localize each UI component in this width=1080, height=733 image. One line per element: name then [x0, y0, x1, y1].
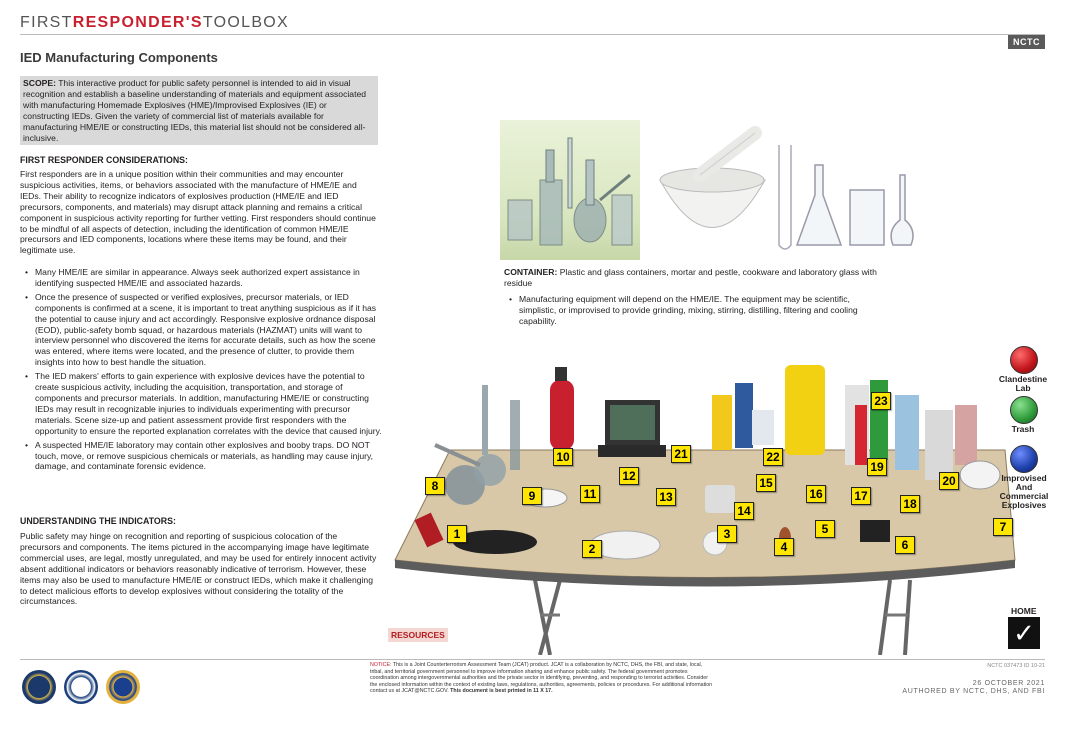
notice-text: This is a Joint Counterterrorism Assessment Team (JCAT) product. JCAT is a collaboration by NCTC, DHS, the FBI, and state, local, tribal, and territorial government personnel to improve information sharing and enhance public safety. The federal government promotes coordination among intergovernmental authorities and the private sector in identifying, preventing, and responding to terrorist activities. Consider the enclosed information within the context of existing laws, regulations, authorities, agreements, policies or procedures. For additional information contact us at JCAT@NCTC.GOV.: [370, 662, 713, 695]
marker-4[interactable]: 4: [774, 538, 794, 556]
considerations-heading: FIRST RESPONDER CONSIDERATIONS:: [20, 155, 188, 165]
notice-print-note: This document is best printed in 11 X 17.: [450, 688, 553, 695]
dhs-seal-icon: [64, 670, 98, 704]
home-label[interactable]: HOME: [1011, 606, 1037, 616]
nctc-badge-text: NCTC: [1013, 37, 1040, 47]
marker-13[interactable]: 13: [656, 488, 676, 506]
marker-3[interactable]: 3: [717, 525, 737, 543]
header-divider: [20, 34, 1045, 35]
marker-6[interactable]: 6: [895, 536, 915, 554]
marker-2[interactable]: 2: [582, 540, 602, 558]
marker-17[interactable]: 17: [851, 487, 871, 505]
page-title: IED Manufacturing Components: [20, 50, 218, 65]
marker-21[interactable]: 21: [671, 445, 691, 463]
marker-16[interactable]: 16: [806, 485, 826, 503]
marker-23[interactable]: 23: [871, 392, 891, 410]
marker-12[interactable]: 12: [619, 467, 639, 485]
considerations-intro: First responders are in a unique position within their communities and may encounter suspicious activities, items, or behaviors associated with the manufacture of HME/IE and IEDs. Their ability to recognize indicators of explosives production (HME/IE and IED precursors, components, and materials) may disrupt attack planning and remains a critical component in suspicious activity reporting for further vetting. First responders should continue to be mindful of all aspects of detection, including the identification of common HME/IE precursors and IED components, locations where these items may be found, and their legitimate use.: [20, 169, 376, 256]
consideration-bullet-2: • Once the presence of suspected or verified explosives, precursor materials, or IED components is confirmed at a scene, it is important to treat anything suspicious as if it has the potential to cause injury and act accordingly. Responsive explosive ordnance disposal (EOD), public-safety bomb squad, or hazardous materials (HAZMAT) units will want to interview personnel who discovered the items for accurate details, such as how the scene was entered, where items were located, and the presence of clutter, to provide them insights into how to best handle the situation.: [20, 292, 382, 368]
lab-containers-illustration: [500, 120, 640, 260]
document-code: NCTC 037473 ID 10-21: [987, 663, 1045, 669]
container-description: [504, 267, 884, 289]
laptop: [598, 400, 666, 457]
marker-15[interactable]: 15: [756, 474, 776, 492]
container-text: Plastic and glass containers, mortar and pestle, cookware and laboratory glass with residue: [504, 267, 877, 288]
logo-first: FIRST: [20, 14, 73, 31]
improvised-explosives-button-icon[interactable]: [1010, 445, 1038, 473]
clandestine-lab-label[interactable]: Clandestine Lab: [998, 374, 1048, 393]
marker-5[interactable]: 5: [815, 520, 835, 538]
indicators-heading: UNDERSTANDING THE INDICATORS:: [20, 516, 176, 526]
footer-notice: [370, 662, 715, 695]
fire-extinguisher: [550, 367, 574, 450]
consideration-bullet-3: • The IED makers' efforts to gain experience with explosive devices have the potential to create suspicious activity, including the acquisition, transportation, and storage of components and precursor materials. In addition, manufacturing HME/IE or constructing IEDs may result in recognizable injuries to individuals experimenting with precursor materials. Scene size-up and patient assessment provide first responders with the opportunity to ensure the reported explanation correlates with the device that caused injury.: [20, 371, 382, 436]
consideration-bullet-4: • A suspected HME/IE laboratory may contain other explosives and booby traps. DO NOT touch, move, or remove suspicious chemicals or materials, as handling may cause injury, damage, and contaminate forensic evidence.: [20, 440, 382, 473]
marker-7[interactable]: 7: [993, 518, 1013, 536]
consideration-bullet-1: • Many HME/IE are similar in appearance. Always seek authorized expert assistance in identifying suspected HME/IE and associated hazards.: [20, 267, 382, 289]
scope-box: [20, 76, 378, 145]
marker-8[interactable]: 8: [425, 477, 445, 495]
document-date: 26 OCTOBER 2021: [972, 680, 1045, 687]
lab-containers-image: [500, 120, 640, 260]
clandestine-lab-button-icon[interactable]: [1010, 346, 1038, 374]
marker-18[interactable]: 18: [900, 495, 920, 513]
indicators-text: Public safety may hinge on recognition and reporting of suspicious colocation of the precursors and components. The items pictured in the accompanying image have legitimate commercial uses, are legal, mostly unregulated, and may be used for entirely innocent activity absent additional indicators or behaviors reasonably indicative of terrorism. However, these items may also be used to manufacture HME/IE or construct IEDs, which make it challenging to detect malicious efforts to develop explosives without considering the totality of the circumstances.: [20, 531, 377, 607]
container-bullet: • Manufacturing equipment will depend on the HME/IE. The equipment may be scientific, simplistic, or improvised to provide grinding, mixing, stirring, distilling, filtering and cooling capability.: [504, 294, 884, 327]
scope-text: This interactive product for public safety personnel is intended to aid in visual recognition and establish a baseline understanding of materials and equipment associated with manufacturing Homemade Explosives (HME)/Improvised Explosives (IE) or constructing IEDs. Given the variety of commercial list of materials available for manufacturing HME/IE or constructing IEDs, this material list should not be considered all-inclusive.: [23, 78, 367, 143]
nctc-badge: [1008, 35, 1045, 49]
marker-14[interactable]: 14: [734, 502, 754, 520]
lab-glassware-image: [775, 135, 915, 255]
footer-divider: [20, 659, 1045, 660]
marker-20[interactable]: 20: [939, 472, 959, 490]
authored-by: AUTHORED BY NCTC, DHS, AND FBI: [902, 688, 1045, 695]
scope-label: SCOPE:: [23, 78, 56, 88]
logo-toolbox: TOOLBOX: [202, 14, 290, 31]
trash-button-icon[interactable]: [1010, 396, 1038, 424]
checkmark-icon: ✓: [1013, 618, 1035, 648]
home-button[interactable]: [1008, 617, 1040, 649]
ied-components-table-scene: [390, 355, 1020, 655]
nctc-seal-icon: [22, 670, 56, 704]
mortar-pestle-image: [655, 125, 770, 255]
marker-19[interactable]: 19: [867, 458, 887, 476]
logo-responders: RESPONDER'S: [72, 14, 203, 31]
marker-1[interactable]: 1: [447, 525, 467, 543]
notice-label: NOTICE:: [370, 662, 392, 668]
improvised-explosives-label[interactable]: Improvised And Commercial Explosives: [999, 473, 1049, 510]
fbi-seal-icon: [106, 670, 140, 704]
table-illustration: [390, 355, 1020, 655]
resources-button[interactable]: RESOURCES: [388, 628, 448, 642]
mortar-pestle-illustration: [655, 125, 770, 255]
container-label: CONTAINER:: [504, 267, 558, 277]
toolbox-logo: [20, 14, 289, 32]
marker-9[interactable]: 9: [522, 487, 542, 505]
lab-glassware-illustration: [775, 135, 915, 255]
container-list: [504, 294, 884, 330]
trash-label[interactable]: Trash: [1011, 424, 1035, 434]
marker-11[interactable]: 11: [580, 485, 600, 503]
marker-22[interactable]: 22: [763, 448, 783, 466]
marker-10[interactable]: 10: [553, 448, 573, 466]
considerations-list: [20, 267, 382, 475]
